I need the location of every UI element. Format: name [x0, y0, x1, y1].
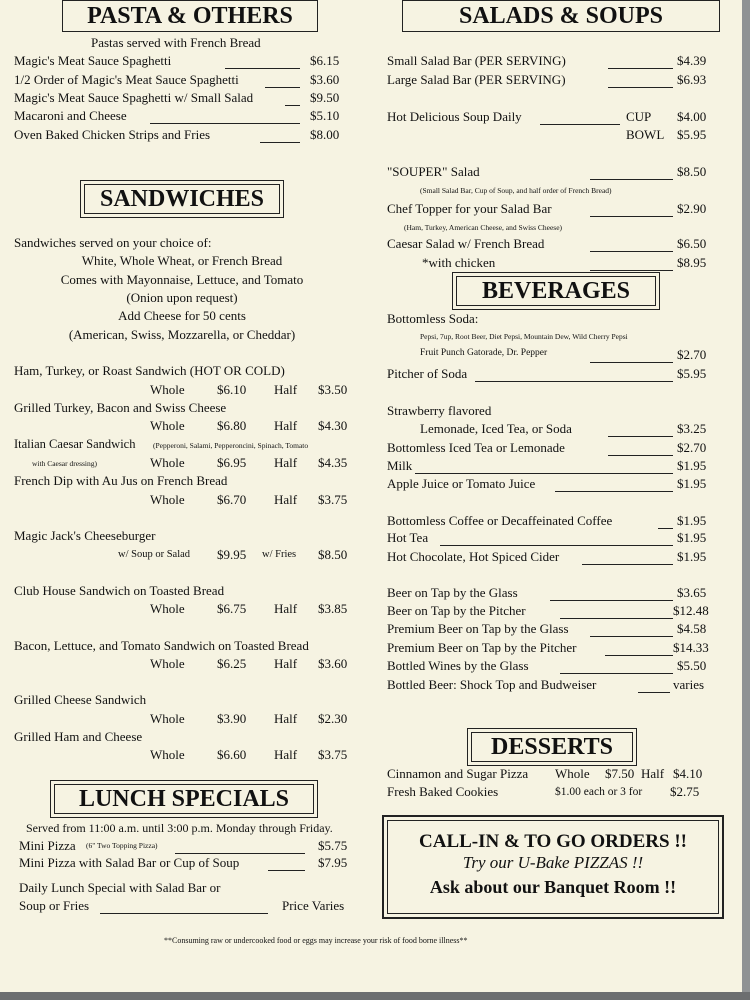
sandwich-intro: (American, Swiss, Mozzarella, or Cheddar): [68, 327, 296, 342]
menu-item: Strawberry flavored: [387, 403, 492, 418]
lunch-header: LUNCH SPECIALS: [50, 780, 318, 818]
menu-item: Oven Baked Chicken Strips and Fries: [14, 127, 211, 142]
menu-item: Bottomless Soda:: [387, 311, 479, 326]
menu-item: Chef Topper for your Salad Bar: [387, 201, 552, 216]
sandwich-intro: Sandwiches served on your choice of:: [14, 235, 212, 250]
menu-item: Small Salad Bar (PER SERVING): [387, 53, 566, 68]
menu-item: Milk: [387, 458, 413, 473]
menu-item: Beer on Tap by the Pitcher: [387, 603, 526, 618]
menu-item: Soup or Fries: [19, 898, 90, 913]
menu-price: $3.60: [310, 72, 340, 87]
menu-price: $6.15: [310, 53, 340, 68]
sandwich-intro: Add Cheese for 50 cents: [118, 308, 246, 323]
sandwich-intro: Comes with Mayonnaise, Lettuce, and Tomato: [60, 272, 304, 287]
beverages-header: BEVERAGES: [452, 272, 660, 310]
menu-item: Magic's Meat Sauce Spaghetti w/ Small Salad: [14, 90, 254, 105]
menu-item: Mini Pizza: [19, 838, 76, 853]
menu-item: Bottled Wines by the Glass: [387, 658, 529, 673]
menu-item: Grilled Turkey, Bacon and Swiss Cheese: [14, 400, 227, 415]
menu-item: Apple Juice or Tomato Juice: [387, 476, 536, 491]
menu-item: Hot Delicious Soup Daily: [387, 109, 522, 124]
menu-item: Mini Pizza with Salad Bar or Cup of Soup: [19, 855, 240, 870]
menu-item: Premium Beer on Tap by the Pitcher: [387, 640, 577, 655]
desserts-header: DESSERTS: [467, 728, 637, 766]
menu-price: $8.00: [310, 127, 340, 142]
menu-item: Bacon, Lettuce, and Tomato Sandwich on Toasted Bread: [14, 638, 309, 653]
pasta-note: Pastas served with French Bread: [91, 35, 261, 50]
callin-banquet: Ask about our Banquet Room !!: [429, 877, 677, 897]
menu-item: Bottomless Iced Tea or Lemonade: [387, 440, 565, 455]
menu-item: Hot Tea: [387, 530, 429, 545]
menu-item: "SOUPER" Salad: [387, 164, 480, 179]
menu-item: Magic's Meat Sauce Spaghetti: [14, 53, 172, 68]
menu-item: Premium Beer on Tap by the Glass: [387, 621, 569, 636]
menu-item: Grilled Ham and Cheese: [14, 729, 143, 744]
menu-item: 1/2 Order of Magic's Meat Sauce Spaghetti: [14, 72, 239, 87]
menu-item: Club House Sandwich on Toasted Bread: [14, 583, 225, 598]
menu-item: Daily Lunch Special with Salad Bar or: [19, 880, 221, 895]
salads-header: SALADS & SOUPS: [402, 0, 720, 32]
sandwich-intro: White, Whole Wheat, or French Bread: [81, 253, 283, 268]
menu-item: Large Salad Bar (PER SERVING): [387, 72, 566, 87]
sandwich-intro: (Onion upon request): [126, 290, 238, 305]
menu-item: Hot Chocolate, Hot Spiced Cider: [387, 549, 560, 564]
menu-item: Italian Caesar Sandwich: [14, 437, 136, 451]
menu-item: French Dip with Au Jus on French Bread: [14, 473, 228, 488]
callin-ubake: Try our U-Bake PIZZAS !!: [462, 853, 644, 872]
menu-item: Macaroni and Cheese: [14, 108, 127, 123]
sandwiches-header: SANDWICHES: [80, 180, 284, 218]
footer-disclaimer: **Consuming raw or undercooked food or eggs may increase your risk of food borne illness**: [164, 936, 468, 945]
menu-item: Fresh Baked Cookies: [387, 784, 499, 799]
menu-price: $9.50: [310, 90, 340, 105]
menu-page: PASTA & OTHERS Pastas served with French Bread Magic's Meat Sauce Spaghetti $6.15 1/2 Order of Magic's Meat Sauce Spaghetti $3.60 Magic's Meat Sauce Spaghetti w/ Small Salad $9.50 Macaroni and Cheese $5.10 Oven Baked Chicken Strips and Fries $8.00 SANDWICHES Sandwiches served on your choice of: White, Whole Wheat, or French Bread Comes with Mayonnaise, Lettuce, and Tomato (Onion upon request) Add Cheese for 50 cents (American, Swiss, Mozzarella, or Cheddar) Ham, Turkey, or Roast Sandwich (HOT OR COLD) Whole $6.10 Half $3.50 Grilled Turkey, Bacon and Swiss Cheese Whole $6.80 Half $4.30 Italian Caesar Sandwich (Pepperoni, Salami, Pepperoncini, Spinach, Tomato with Caesar dressing) Whole $6.95 Half $4.35 French Dip with Au Jus on French Bread Whole $6.70 Half $3.75 Magic Jack's Cheeseburger w/ Soup or Salad $9.95 w/ Fries $8.50 Club House Sandwich on Toasted Bread Whole $6.75 Half $3.85 Bacon, Lettuce, and Tomato Sandwich on Toasted Bread Whole $6.25 Half $3.60 Grilled Cheese Sandwich Whole $3.90 Half $2.30 Grilled Ham and Cheese Whole $6.60 Half $3.75 LUNCH SPECIALS Served from 11:00 a.m. until 3:00 p.m. Monday through Friday. Mini Pizza (6" Two Topping Pizza) $5.75 Mini Pizza with Salad Bar or Cup of Soup $7.95 Daily Lunch Special with Salad Bar or Soup or Fries Price Varies SALADS & SOUPS Small Salad Bar (PER SERVING) $4.39 Large Salad Bar (PER SERVING) $6.93 Hot Delicious Soup Daily CUP $4.00 BOWL $5.95 "SOUPER" Salad $8.50 (Small Salad Bar, Cup of Soup, and half order of French Bread) Chef Topper for your Salad Bar $2.90 (Ham, Turkey, American Cheese, and Swiss Cheese) Caesar Salad w/ French Bread $6.50 *with chicken $8.95 BEVERAGES Bottomless Soda: Pepsi, 7up, Root Beer, Diet Pepsi, Mountain Dew, Wild Cherry Pepsi Fruit Punch Gatorade, Dr. Pepper $2.70 Pitcher of Soda $5.95 Strawberry flavored Lemonade, Iced Tea, or Soda $3.25 Bottomless Iced Tea or Lemonade $2.70 Milk $1.95 Apple Juice or Tomato Juice $1.95 Bottomless Coffee or Decaffeinated Coffee $1.95 Hot Tea $1.95 Hot Chocolate, Hot Spiced Cider $1.95 Beer on Tap by the Glass $3.65 Beer on Tap by the Pitcher $12.48 Premium Beer on Tap by the Glass $4.58 Premium Beer on Tap by the Pitcher $14.33 Bottled Wines by the Glass $5.50 Bottled Beer: Shock Top and Budweiser varies DESSERTS Cinnamon and Sugar Pizza Whole $7.50 Half $4.10 Fresh Baked Cookies $1.00 each or 3 for $2.75 CALL-IN & TO GO ORDERS !! Try our U-Bake PIZZAS !! Ask about our Banquet Room !! **Consuming raw or undercooked food or eggs may increase your risk of food borne illness**: [0, 0, 742, 992]
menu-price: $5.10: [310, 108, 340, 123]
menu-item: Caesar Salad w/ French Bread: [387, 236, 545, 251]
menu-item: Bottled Beer: Shock Top and Budweiser: [387, 677, 597, 692]
background-edge: [0, 992, 750, 1000]
callin-title: CALL-IN & TO GO ORDERS !!: [419, 831, 687, 852]
menu-item: Magic Jack's Cheeseburger: [14, 528, 156, 543]
menu-item: Lemonade, Iced Tea, or Soda: [420, 421, 572, 436]
menu-item: Bottomless Coffee or Decaffeinated Coffee: [387, 513, 613, 528]
callin-box: [382, 815, 724, 919]
menu-item: Ham, Turkey, or Roast Sandwich (HOT OR COLD): [14, 363, 285, 378]
menu-item: Pitcher of Soda: [387, 366, 468, 381]
menu-item: Grilled Cheese Sandwich: [14, 692, 147, 707]
menu-item: Beer on Tap by the Glass: [387, 585, 518, 600]
pasta-header: PASTA & OTHERS: [62, 0, 318, 32]
lunch-note: Served from 11:00 a.m. until 3:00 p.m. Monday through Friday.: [26, 821, 333, 835]
menu-item: Cinnamon and Sugar Pizza: [387, 766, 529, 781]
